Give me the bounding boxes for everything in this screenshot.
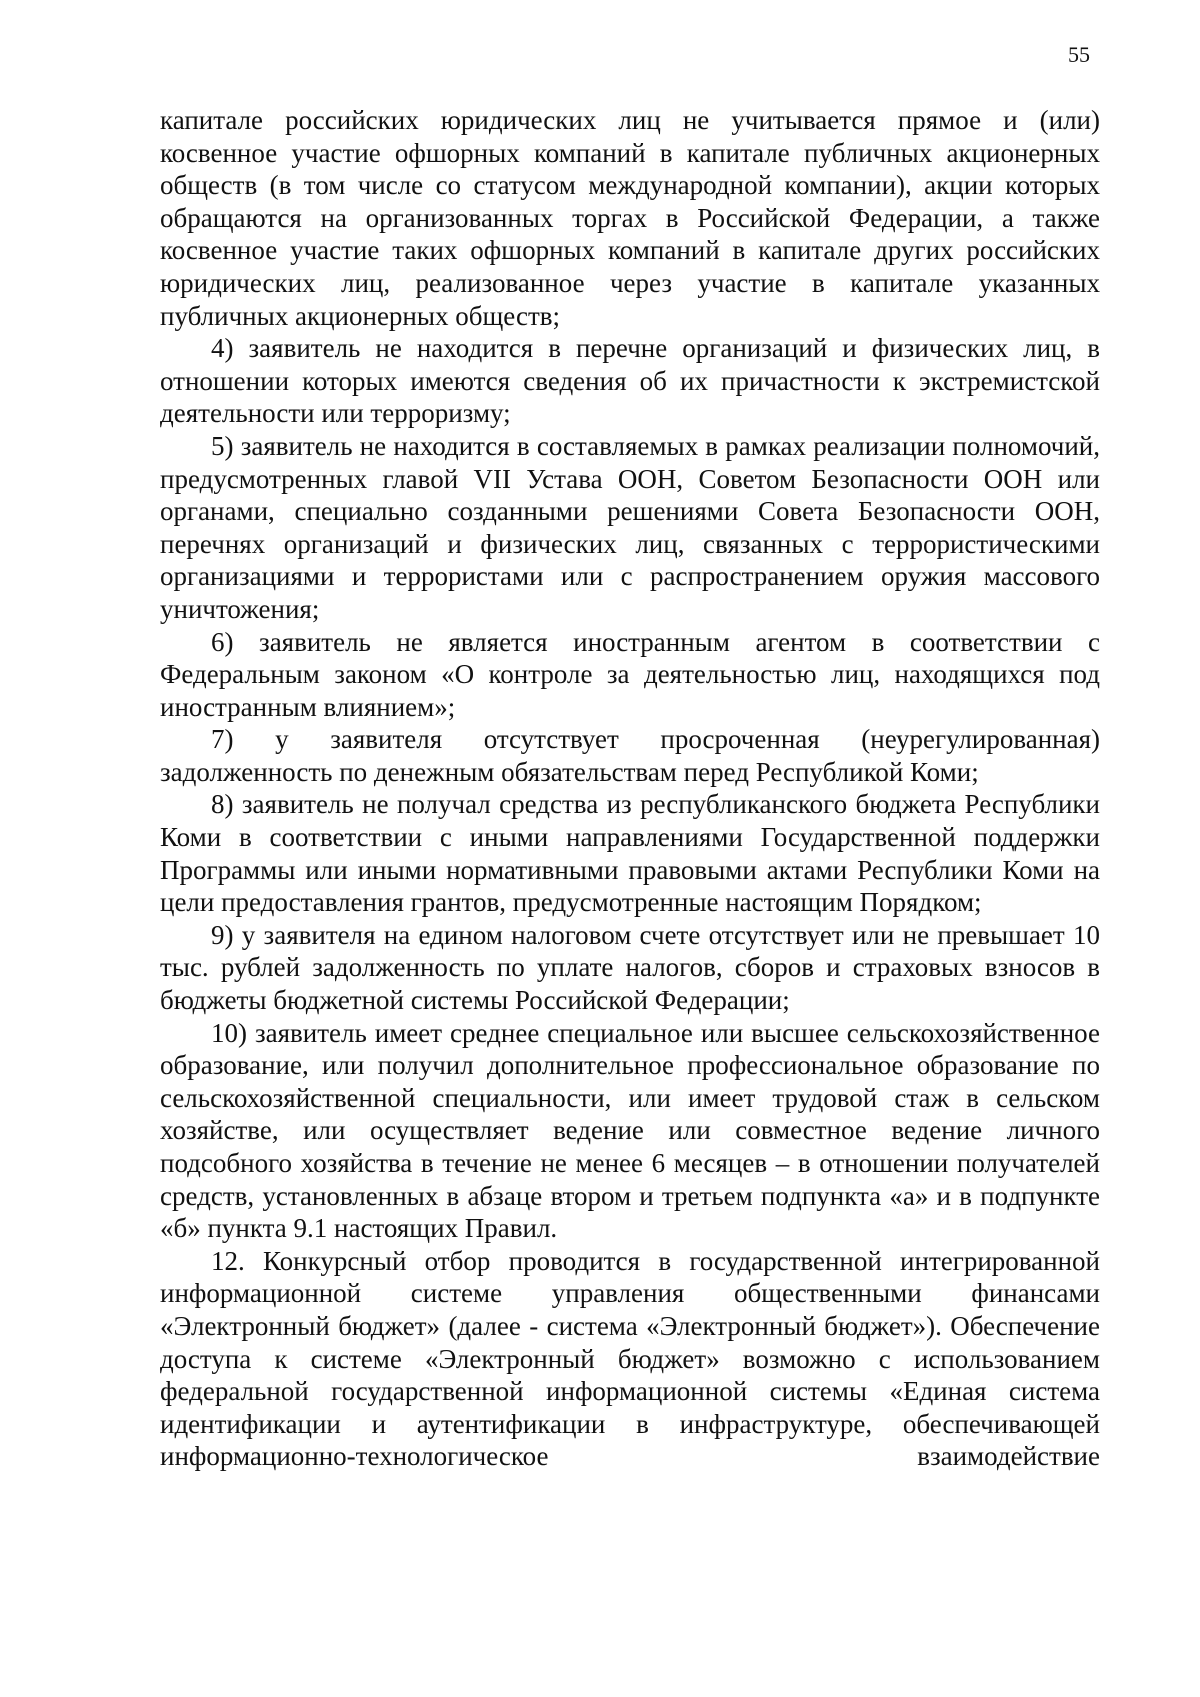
paragraph-item-10: 10) заявитель имеет среднее специальное или высшее сельскохозяйственное образование, или получил дополнительное профессиональное образование по сельскохозяйственной специальности, или имеет трудовой стаж в сельском хозяйстве, или осуществляет ведение или совместное ведение личного подсобного хозяйства в течение не менее 6 месяцев – в отношении получателей средств, установленных в абзаце втором и третьем подпункта «а» и в подпункте «б» пункта 9.1 настоящих Правил.	[160, 1017, 1100, 1244]
paragraph-section-12: 12. Конкурсный отбор проводится в государственной интегрированной информационной системе управления общественными финансами «Электронный бюджет» (далее - система «Электронный бюджет»). Обеспечение доступа к системе «Электронный бюджет» возможно с использованием федеральной государственной информационной системы «Единая система идентификации и аутентификации в инфраструктуре, обеспечивающей информационно-технологическое взаимодействие	[160, 1245, 1100, 1472]
paragraph-item-4: 4) заявитель не находится в перечне организаций и физических лиц, в отношении которых имеются сведения об их причастности к экстремистской деятельности или терроризму;	[160, 333, 1100, 429]
paragraph-item-6: 6) заявитель не является иностранным агентом в соответствии с Федеральным законом «О контроле за деятельностью лиц, находящихся под иностранным влиянием»;	[160, 626, 1100, 722]
page-number: 55	[1068, 42, 1090, 67]
paragraph-item-7: 7) у заявителя отсутствует просроченная (неурегулированная) задолженность по денежным обязательствам перед Республикой Коми;	[160, 724, 1100, 787]
document-body	[160, 104, 1100, 1473]
paragraph-item-5: 5) заявитель не находится в составляемых в рамках реализации полномочий, предусмотренных главой VII Устава ООН, Советом Безопасности ООН или органами, специально созданными решениями Совета Безопасности ООН, перечнях организаций и физических лиц, связанных с террористическими организациями и террористами или с распространением оружия массового уничтожения;	[160, 430, 1100, 624]
paragraph-item-9: 9) у заявителя на едином налоговом счете отсутствует или не превышает 10 тыс. рублей задолженность по уплате налогов, сборов и страховых взносов в бюджеты бюджетной системы Российской Федерации;	[160, 919, 1100, 1016]
paragraph-item-8: 8) заявитель не получал средства из республиканского бюджета Республики Коми в соответствии с иными направлениями Государственной поддержки Программы или иными нормативными правовыми актами Республики Коми на цели предоставления грантов, предусмотренные настоящим Порядком;	[160, 789, 1100, 918]
paragraph-continuation: капитале российских юридических лиц не учитывается прямое и (или) косвенное участие офшорных компаний в капитале публичных акционерных обществ (в том числе со статусом международной компании), акции которых обращаются на организованных торгах в Российской Федерации, а также косвенное участие таких офшорных компаний в капитале других российских юридических лиц, реализованное через участие в капитале указанных публичных акционерных обществ;	[160, 105, 1100, 331]
